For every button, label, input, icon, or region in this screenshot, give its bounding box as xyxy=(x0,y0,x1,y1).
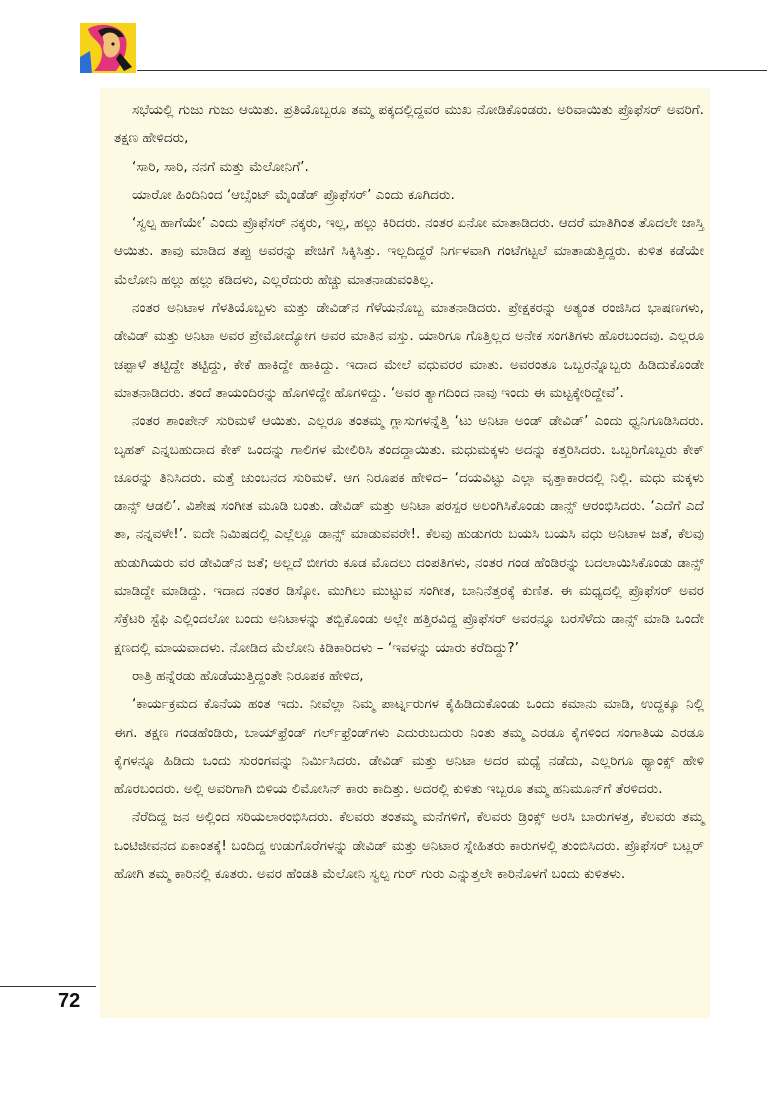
paragraph: ‘ಕಾರ್ಯಕ್ರಮದ ಕೊನೆಯ ಹಂತ ಇದು. ನೀವೆಲ್ಲಾ ನಿಮ್ಮ ಪಾರ್ಟ್ನರುಗಳ ಕೈಹಿಡಿದುಕೊಂಡು ಒಂದು ಕಮಾನು ಮಾಡಿ, ಉದ್ದಕ್ಕೂ ನಿಲ್ಲಿ ಈಗ. ತಕ್ಷಣ ಗಂಡಹೆಂಡಿರು, ಬಾಯ್‌ಫ್ರೆಂಡ್ ಗರ್ಲ್‌ಫ್ರೆಂಡ್‌ಗಳು ಎದುರುಬದುರು ನಿಂತು ತಮ್ಮ ಎರಡೂ ಕೈಗಳಿಂದ ಸಂಗಾತಿಯ ಎರಡೂ ಕೈಗಳನ್ನೂ ಹಿಡಿದು ಒಂದು ಸುರಂಗವನ್ನು ನಿರ್ಮಿಸಿದರು. ಡೇವಿಡ್ ಮತ್ತು ಅನಿಟಾ ಅದರ ಮಧ್ಯೆ ನಡೆದು, ಎಲ್ಲರಿಗೂ ಥ್ಯಾಂಕ್ಸ್ ಹೇಳಿ ಹೊರಬಂದರು. ಅಲ್ಲಿ ಅವರಿಗಾಗಿ ಬಿಳಿಯ ಲಿಮೋಸಿನ್ ಕಾರು ಕಾದಿತ್ತು. ಅದರಲ್ಲಿ ಕುಳಿತು ಇಬ್ಬರೂ ತಮ್ಮ ಹನಿಮೂನ್‌ಗೆ ತೆರಳಿದರು. xyxy=(114,696,704,798)
paragraph: ಯಾರೋ ಹಿಂದಿನಿಂದ ‘ಆಬ್ಸೆಂಟ್ ಮೈಂಡೆಡ್ ಪ್ರೊಫೆಸರ್’ ಎಂದು ಕೂಗಿದರು. xyxy=(132,186,455,203)
paragraph: ‘ಸಾರಿ, ಸಾರಿ, ನನಗೆ ಮತ್ತು ಮೆಲೋನಿಗೆ’. xyxy=(132,158,309,175)
paragraph: ನೆರೆದಿದ್ದ ಜನ ಅಲ್ಲಿಂದ ಸರಿಯಲಾರಂಭಿಸಿದರು. ಕೆಲವರು ತಂತಮ್ಮ ಮನೆಗಳಿಗೆ, ಕೆಲವರು ಡ್ರಿಂಕ್ಸ್ ಅರಸಿ ಬಾರುಗಳತ್ತ, ಕೆಲವರು ತಮ್ಮ ಒಂಟಿಜೀವನದ ಏಕಾಂತಕ್ಕೆ! ಬಂದಿದ್ದ ಉಡುಗೊರೆಗಳನ್ನು ಡೇವಿಡ್ ಮತ್ತು ಅನಿಟಾರ ಸ್ನೇಹಿತರು ಕಾರುಗಳಲ್ಲಿ ತುಂಬಿಸಿದರು. ಪ್ರೊಫೆಸರ್ ಬಟ್ಲರ್ ಹೋಗಿ ತಮ್ಮ ಕಾರಿನಲ್ಲಿ ಕೂತರು. ಅವರ ಹೆಂಡತಿ ಮೆಲೋನಿ ಸ್ವಲ್ಪ ಗುರ್ ಗುರು ಎನ್ನುತ್ತಲೇ ಕಾರಿನೊಳಗೆ ಬಂದು ಕುಳಿತಳು. xyxy=(114,809,704,883)
header-rule xyxy=(137,70,767,71)
paragraph: ರಾತ್ರಿ ಹನ್ನೆರಡು ಹೊಡೆಯುತ್ತಿದ್ದಂತೇ ನಿರೂಪಕ ಹೇಳಿದ, xyxy=(132,667,364,684)
woman-portrait-icon xyxy=(80,23,136,73)
paragraph: ನಂತರ ಅನಿಟಾಳ ಗೆಳತಿಯೊಬ್ಬಳು ಮತ್ತು ಡೇವಿಡ್‌ನ ಗೆಳೆಯನೊಬ್ಬ ಮಾತನಾಡಿದರು. ಪ್ರೇಕ್ಷಕರನ್ನು ಅತ್ಯಂತ ರಂಜಿಸಿದ ಭಾಷಣಗಳು, ಡೇವಿಡ್ ಮತ್ತು ಅನಿಟಾ ಅವರ ಪ್ರೇಮೋದ್ಯೋಗ ಅವರ ಮಾತಿನ ವಸ್ತು. ಯಾರಿಗೂ ಗೊತ್ತಿಲ್ಲದ ಅನೇಕ ಸಂಗತಿಗಳು ಹೊರಬಂದವು. ಎಲ್ಲರೂ ಚಪ್ಪಾಳೆ ತಟ್ಟಿದ್ದೇ ತಟ್ಟಿದ್ದು, ಕೇಕೆ ಹಾಕಿದ್ದೇ ಹಾಕಿದ್ದು. ಇದಾದ ಮೇಲೆ ವಧುವರರ ಮಾತು. ಅವರಂತೂ ಒಬ್ಬರನ್ನೊಬ್ಬರು ಹಿಡಿದುಕೊಂಡೇ ಮಾತನಾಡಿದರು. ತಂದೆ ತಾಯಂದಿರನ್ನು ಹೊಗಳಿದ್ದೇ ಹೊಗಳಿದ್ದು. ‘ಅವರ ತ್ಯಾಗದಿಂದ ನಾವು ಇಂದು ಈ ಮಟ್ಟಕ್ಕೇರಿದ್ದೇವೆ’. xyxy=(114,300,704,401)
paragraph: ನಂತರ ಶಾಂಪೇನ್ ಸುರಿಮಳೆ ಆಯಿತು. ಎಲ್ಲರೂ ತಂತಮ್ಮ ಗ್ಲಾಸುಗಳನ್ನೆತ್ತಿ ‘ಟು ಅನಿಟಾ ಅಂಡ್ ಡೇವಿಡ್’ ಎಂದು ಧ್ವನಿಗೂಡಿಸಿದರು. ಬೃಹತ್ ಎನ್ನಬಹುದಾದ ಕೇಕ್ ಒಂದನ್ನು ಗಾಲಿಗಳ ಮೇಲಿರಿಸಿ ತಂದದ್ದಾಯಿತು. ಮಧುಮಕ್ಕಳು ಅದನ್ನು ಕತ್ತರಿಸಿದರು. ಒಬ್ಬರಿಗೊಬ್ಬರು ಕೇಕ್ ಚೂರನ್ನು ತಿನಿಸಿದರು. ಮತ್ತೆ ಚುಂಬನದ ಸುರಿಮಳೆ. ಆಗ ನಿರೂಪಕ ಹೇಳಿದ– ‘ದಯವಿಟ್ಟು ಎಲ್ಲಾ ವೃತ್ತಾಕಾರದಲ್ಲಿ ನಿಲ್ಲಿ. ಮಧು ಮಕ್ಕಳು ಡಾನ್ಸ್ ಆಡಲಿ’. ವಿಶೇಷ ಸಂಗೀತ ಮೂಡಿ ಬಂತು. ಡೇವಿಡ್ ಮತ್ತು ಅನಿಟಾ ಪರಸ್ಪರ ಅಲಂಗಿಸಿಕೊಂಡು ಡಾನ್ಸ್ ಆರಂಭಿಸಿದರು. ‘ಎದೆಗೆ ಎದೆ ತಾ, ನನ್ನವಳೇ!’. ಐದೇ ನಿಮಿಷದಲ್ಲಿ ಎಲ್ಲೆಲ್ಲೂ ಡಾನ್ಸ್ ಮಾಡುವವರೇ!. ಕೆಲವು ಹುಡುಗರು ಬಯಸಿ ಬಯಸಿ ವಧು ಅನಿಟಾಳ ಜತೆ, ಕೆಲವು ಹುಡುಗಿಯರು ವರ ಡೇವಿಡ್‌ನ ಜತೆ; ಅಲ್ಲದೆ ಬೀಗರು ಕೂಡ ಮೊದಲು ದಂಪತಿಗಳು, ನಂತರ ಗಂಡ ಹೆಂಡಿರನ್ನು ಬದಲಾಯಿಸಿಕೊಂಡು ಡಾನ್ಸ್ ಮಾಡಿದ್ದೇ ಮಾಡಿದ್ದು. ಇದಾದ ನಂತರ ಡಿಸ್ಕೋ. ಮುಗಿಲು ಮುಟ್ಟುವ ಸಂಗೀತ, ಬಾನಿನೆತ್ತರಕ್ಕೆ ಕುಣಿತ. ಈ ಮಧ್ಯದಲ್ಲಿ ಪ್ರೊಫೆಸರ್ ಅವರ ಸೆಕ್ರೆಟರಿ ಸ್ಟೆಫಿ ಎಲ್ಲಿಂದಲೋ ಬಂದು ಅನಿಟಾಳನ್ನು ತಬ್ಬಿಕೊಂಡು ಅಲ್ಲೇ ಹತ್ತಿರವಿದ್ದ ಪ್ರೊಫೆಸರ್ ಅವರನ್ನೂ ಬರಸೆಳೆದು ಡಾನ್ಸ್ ಮಾಡಿ ಒಂದೇ ಕ್ಷಣದಲ್ಲಿ ಮಾಯವಾದಳು. ನೋಡಿದ ಮೆಲೋನಿ ಕಿಡಿಕಾರಿದಳು – ‘ಇವಳನ್ನು ಯಾರು ಕರೆದಿದ್ದು?’ xyxy=(114,413,704,656)
paragraph: ಸಭೆಯಲ್ಲಿ ಗುಜು ಗುಜು ಆಯಿತು. ಪ್ರತಿಯೊಬ್ಬರೂ ತಮ್ಮ ಪಕ್ಕದಲ್ಲಿದ್ದವರ ಮುಖ ನೋಡಿಕೊಂಡರು. ಅರಿವಾಯಿತು ಪ್ರೊಫೆಸರ್ ಅವರಿಗೆ. ತಕ್ಷಣ ಹೇಳಿದರು, xyxy=(114,102,704,147)
page-text-block xyxy=(100,88,710,1018)
page-number: 72 xyxy=(58,990,81,1012)
paragraph: ‘ಸ್ವಲ್ಪ ಹಾಗೆಯೇ’ ಎಂದು ಪ್ರೊಫೆಸರ್ ನಕ್ಕರು, ಇಲ್ಲ, ಹಲ್ಲು ಕಿರಿದರು. ನಂತರ ಏನೋ ಮಾತಾಡಿದರು. ಆದರೆ ಮಾತಿಗಿಂತ ತೊದಲೇ ಜಾಸ್ತಿ ಆಯಿತು. ತಾವು ಮಾಡಿದ ತಪ್ಪು ಅವರನ್ನು ಪೇಚಿಗೆ ಸಿಕ್ಕಿಸಿತ್ತು. ಇಲ್ಲದಿದ್ದರೆ ನಿರ್ಗಳವಾಗಿ ಗಂಟೆಗಟ್ಟಲೆ ಮಾತಾಡುತ್ತಿದ್ದರು. ಕುಳಿತ ಕಡೆಯೇ ಮೆಲೋನಿ ಹಲ್ಲು ಹಲ್ಲು ಕಡಿದಳು, ಎಲ್ಲರೆದುರು ಹೆಚ್ಚು ಮಾತನಾಡುವಂತಿಲ್ಲ. xyxy=(114,215,704,288)
footer-rule xyxy=(0,986,96,987)
